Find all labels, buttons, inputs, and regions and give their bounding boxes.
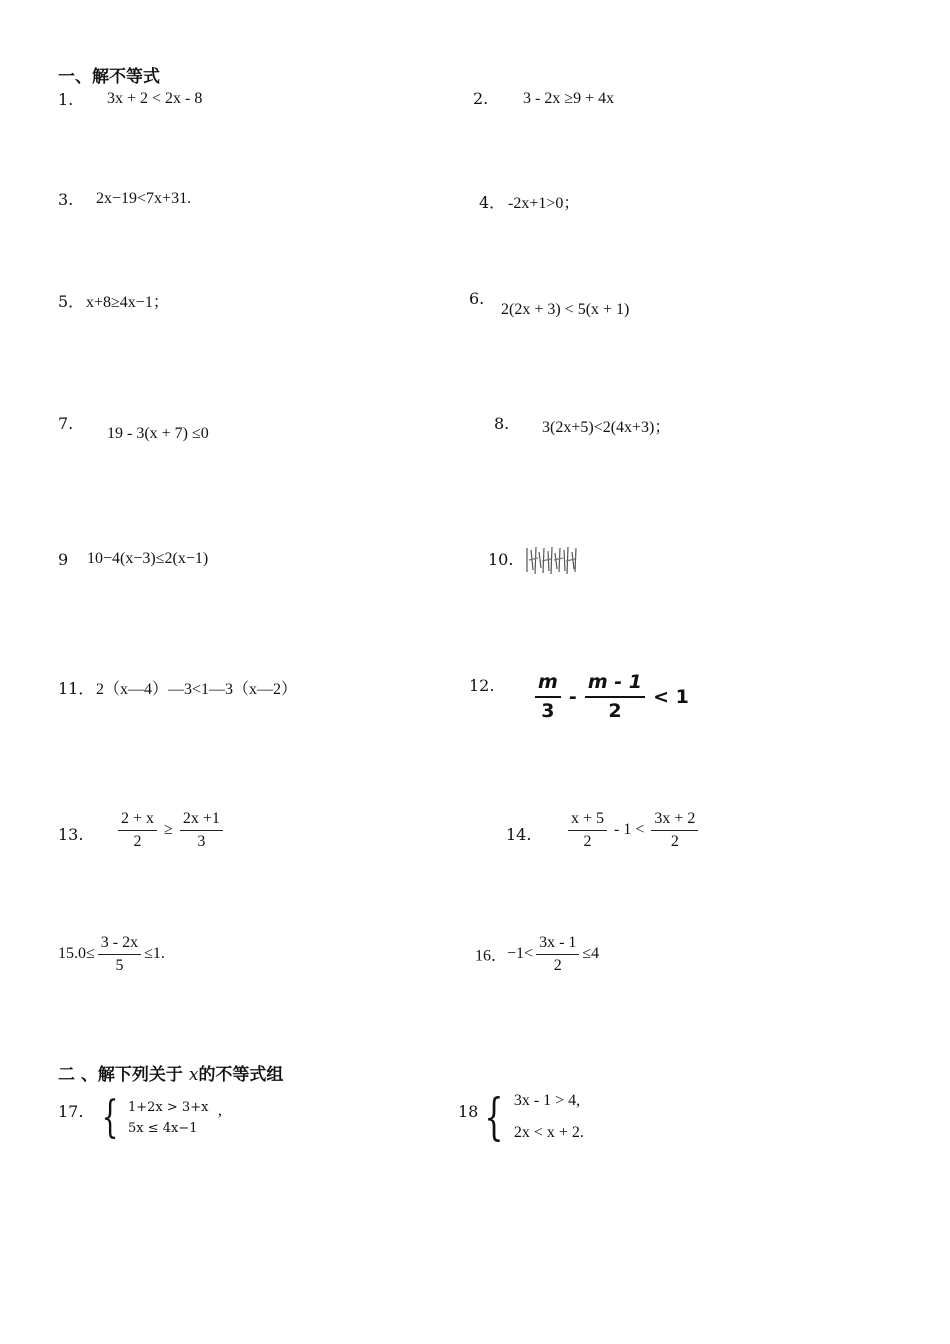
problem-17-system (96, 1092, 209, 1143)
problem-15-number: 15. (58, 945, 78, 963)
problem-15-expression (58, 934, 165, 974)
problem-14-frac1-denominator: 2 (583, 832, 592, 850)
problem-13-expression (115, 810, 226, 850)
problem-6-expression: 2(2x + 3) < 5(x + 1) (501, 301, 630, 318)
problem-17-tail: , (218, 1102, 222, 1119)
problem-14-frac2-numerator: 3x + 2 (651, 810, 698, 831)
problem-16-number: 16． (475, 947, 508, 965)
problem-8-expression: 3(2x+5)<2(4x+3)； (542, 419, 671, 436)
problem-18-brace: { (484, 1088, 504, 1146)
problem-13-number: 13. (58, 825, 84, 844)
problem-16-right: ≤4 (582, 945, 600, 963)
problem-13-relation: ≥ (164, 821, 173, 839)
problem-16-left: −1< (507, 945, 534, 963)
problem-15-left: 0≤ (78, 945, 95, 963)
problem-12-frac1-numerator: m (535, 672, 561, 698)
problem-14-expression (565, 810, 701, 850)
problem-17-brace: { (101, 1092, 119, 1143)
problem-14-number: 14. (506, 825, 532, 844)
problem-11-number: 11． (58, 679, 95, 698)
problem-8-number: 8. (494, 414, 510, 433)
section-2-heading-suffix: 的不等式组 (198, 1065, 284, 1085)
problem-17-number: 17. (58, 1102, 84, 1121)
problem-1-expression: 3x + 2 < 2x - 8 (107, 90, 203, 107)
problem-18-line-2: 2x < x + 2. (513, 1124, 584, 1141)
problem-13-frac1-numerator: 2 + x (118, 810, 157, 831)
problem-2-number: 2. (473, 89, 489, 108)
problem-11-expression: 2（x—4）—3<1—3（x—2） (96, 681, 298, 698)
problem-13-frac2-denominator: 3 (197, 832, 206, 850)
problem-16-expression (475, 934, 599, 974)
problem-4-number: 4． (479, 193, 506, 212)
problem-14-frac2-denominator: 2 (670, 832, 679, 850)
problem-6-number: 6. (469, 289, 485, 308)
problem-14-frac1-numerator: x + 5 (568, 810, 607, 831)
problem-7-expression: 19 - 3(x + 7) ≤0 (107, 425, 209, 442)
problem-12-expression (532, 672, 689, 722)
problem-18-number: 18 (458, 1102, 479, 1121)
problem-9-expression: 10−4(x−3)≤2(x−1) (87, 550, 209, 567)
problem-16-frac-denominator: 2 (553, 956, 562, 974)
problem-7-number: 7. (58, 414, 74, 433)
problem-12-frac2-numerator: m - 1 (585, 672, 645, 698)
problem-18-system (478, 1088, 584, 1146)
problem-18-line-1: 3x - 1 > 4, (513, 1092, 581, 1109)
problem-5-number: 5． (58, 292, 85, 311)
problem-3-expression: 2x−19<7x+31. (96, 190, 192, 207)
problem-17-line-1: 1+2x > 3+x (128, 1100, 209, 1115)
problem-13-frac2-numerator: 2x +1 (180, 810, 223, 831)
section-2-heading (58, 1060, 283, 1085)
problem-5-expression: x+8≥4x−1； (86, 294, 169, 311)
problem-15-frac-denominator: 5 (115, 956, 124, 974)
section-1-heading: 一、解不等式 (58, 67, 160, 87)
problem-12-frac1-denominator: 3 (541, 699, 555, 722)
section-2-heading-prefix: 二 、解下列关于 (58, 1065, 183, 1085)
problem-17-line-2: 5x ≤ 4x−1 (128, 1121, 198, 1136)
problem-14-middle: - 1 < (614, 821, 645, 839)
problem-16-frac-numerator: 3x - 1 (536, 934, 579, 955)
problem-12-operator: - (568, 685, 577, 708)
section-2-heading-variable: x (188, 1065, 199, 1085)
problem-13-frac1-denominator: 2 (133, 832, 142, 850)
problem-9-number: 9 (58, 550, 69, 569)
problem-2-expression: 3 - 2x ≥9 + 4x (523, 90, 615, 107)
problem-3-number: 3. (58, 190, 74, 209)
problem-10-number: 10. (488, 550, 514, 569)
problem-1-number: 1. (58, 90, 74, 109)
problem-15-frac-numerator: 3 - 2x (98, 934, 141, 955)
problem-10-illegible-image (524, 544, 580, 578)
problem-12-number: 12. (469, 676, 495, 695)
problem-15-right: ≤1. (144, 945, 165, 963)
problem-12-frac2-denominator: 2 (608, 699, 622, 722)
problem-12-relation: < 1 (653, 685, 689, 708)
problem-4-expression: -2x+1>0； (508, 195, 580, 212)
